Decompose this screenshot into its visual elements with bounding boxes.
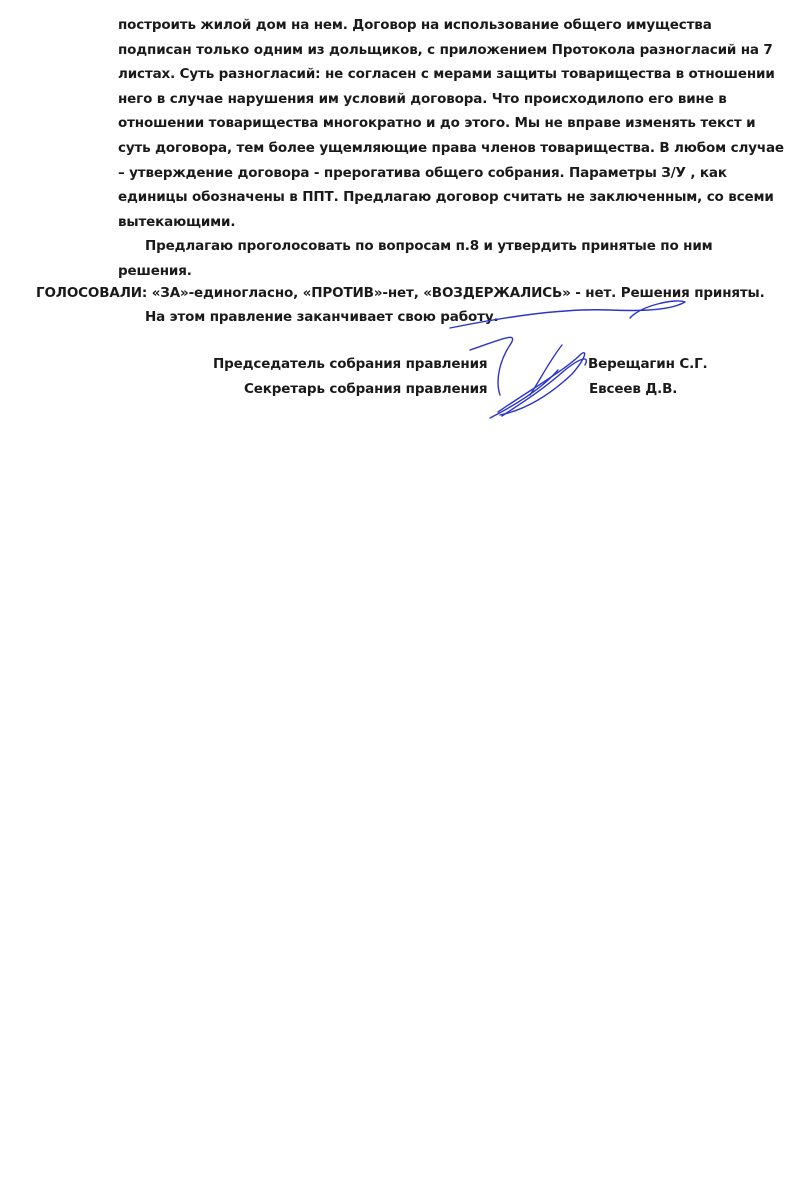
paragraph-line: листах. Суть разногласий: не согласен с мерами защиты товарищества в отношении	[118, 66, 775, 83]
signature-stroke	[502, 359, 586, 416]
paragraph-line: единицы обозначены в ППТ. Предлагаю договор считать не заключенным, со всеми	[118, 189, 774, 206]
paragraph-line: вытекающими.	[118, 213, 236, 230]
proposal-line: решения.	[118, 262, 192, 279]
secretary-name: Евсеев Д.В.	[589, 381, 678, 397]
closing-statement: На этом правление заканчивает свою работу.	[145, 309, 499, 325]
document-body	[118, 13, 784, 284]
paragraph-line: суть договора, тем более ущемляющие права членов товарищества. В любом случае	[118, 139, 784, 156]
signature-stroke	[498, 353, 585, 415]
paragraph-line: него в случае нарушения им условий договора. Что происходилопо его вине в	[118, 90, 727, 107]
secretary-role: Секретарь собрания правления	[244, 381, 488, 397]
paragraph-line: – утверждение договора - прерогатива общего собрания. Параметры З/У , как	[118, 164, 727, 181]
paragraph-line: построить жилой дом на нем. Договор на использование общего имущества	[118, 17, 712, 33]
chairman-name: Верещагин С.Г.	[588, 356, 708, 372]
paragraph-line: отношении товарищества многократно и до этого. Мы не вправе изменять текст и	[118, 115, 756, 132]
signature-stroke	[530, 345, 562, 395]
chairman-role: Председатель собрания правления	[213, 356, 488, 372]
proposal-line: Предлагаю проголосовать по вопросам п.8 и утвердить принятые по ним	[145, 238, 713, 255]
signature-stroke	[490, 370, 558, 418]
vote-result: ГОЛОСОВАЛИ: «ЗА»-единогласно, «ПРОТИВ»-нет, «ВОЗДЕРЖАЛИСЬ» - нет. Решения приняты.	[36, 285, 765, 301]
paragraph-line: подписан только одним из дольщиков, с приложением Протокола разногласий на 7	[118, 41, 773, 58]
